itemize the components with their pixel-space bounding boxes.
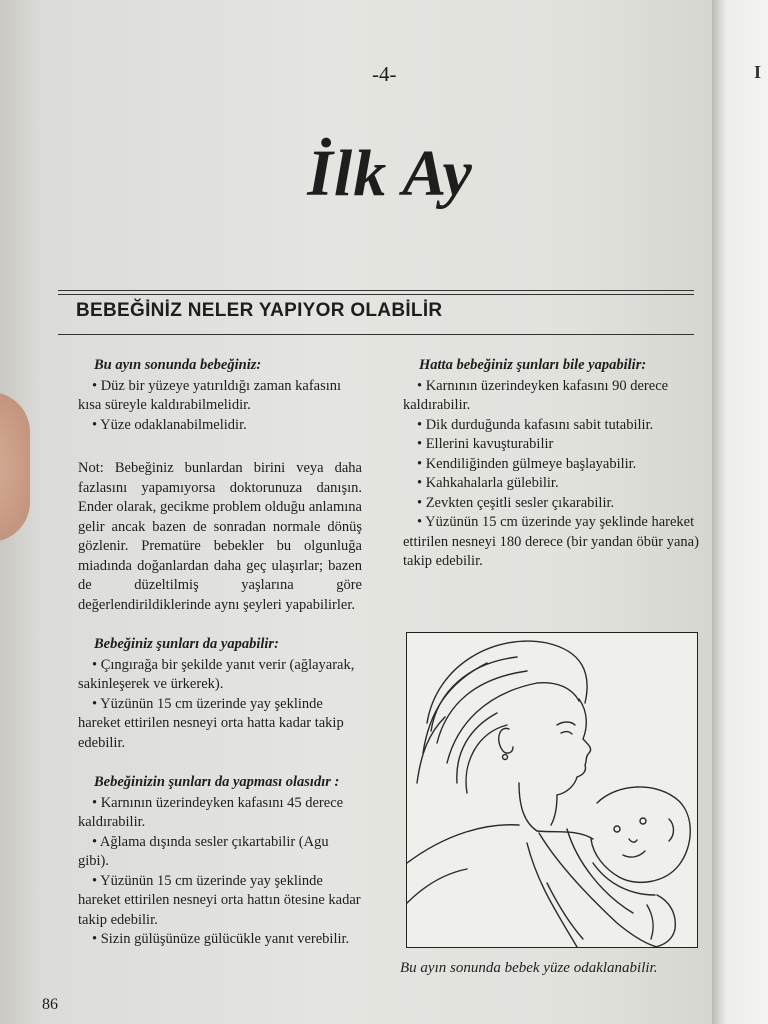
next-page-edge [712, 0, 768, 1024]
section-heading: BEBEĞİNİZ NELER YAPIYOR OLABİLİR [76, 300, 443, 321]
subhead: Hatta bebeğiniz şunları bile yapabilir: [419, 357, 647, 373]
list-item: • Karnının üzerindeyken kafasını 90 derece kaldırabilir. [403, 377, 669, 413]
subhead: Bebeğiniz şunları da yapabilir: [94, 636, 279, 652]
page-folio: 86 [42, 996, 58, 1013]
thumb [0, 392, 30, 542]
mother-holding-baby-drawing [406, 632, 698, 948]
top-rule-inner [58, 294, 694, 295]
heading-rule [58, 334, 694, 335]
list-item: • Yüzünün 15 cm üzerinde yay şeklinde hareket ettirilen nesneyi 180 derece (bir yandan öbür yana) takip edebilir. [403, 514, 699, 569]
list-item: • Düz bir yüzeye yatırıldığı zaman kafasını kısa süreyle kaldırabilmelidir. [78, 377, 342, 413]
illustration-svg [407, 633, 697, 947]
list-item: • Çıngırağa bir şekilde yanıt verir (ağlayarak, sakinleşerek ve ürkerek). [78, 656, 355, 692]
top-rule [58, 290, 694, 291]
list-item: • Yüzünün 15 cm üzerinde yay şeklinde hareket ettirilen nesneyi orta hattın ötesine kadar takip edebilir. [78, 872, 361, 928]
list-item: • Dik durduğunda kafasını sabit tutabilir. [417, 416, 654, 433]
left-column [78, 356, 362, 950]
illustration-caption: Bu ayın sonunda bebek yüze odaklanabilir. [400, 960, 658, 976]
list-item: • Yüze odaklanabilmelidir. [92, 416, 247, 433]
list-item: • Yüzünün 15 cm üzerinde yay şeklinde hareket ettirilen nesneyi orta hatta kadar takip edebilir. [78, 695, 344, 751]
list-item: • Sizin gülüşünüze gülücükle yanıt verebilir. [92, 931, 350, 947]
list-item: • Kendiliğinden gülmeye başlayabilir. [417, 455, 637, 472]
list-item: • Karnının üzerindeyken kafasını 45 derece kaldırabilir. [78, 794, 344, 830]
list-item: • Zevkten çeşitli sesler çıkarabilir. [417, 494, 615, 511]
chapter-number: -4- [372, 62, 397, 86]
subhead: Bu ayın sonunda bebeğiniz: [94, 357, 262, 373]
list-item: • Ellerini kavuşturabilir [417, 436, 554, 452]
next-page-fragment: I [754, 62, 762, 82]
list-item: • Kahkahalarla gülebilir. [417, 475, 559, 491]
subhead: Bebeğinizin şunları da yapması olasıdır : [94, 774, 340, 790]
right-column [403, 356, 705, 572]
list-item: • Ağlama dışında sesler çıkartabilir (Agu gibi). [78, 833, 329, 869]
chapter-title: İlk Ay [307, 137, 473, 210]
note-paragraph: Not: Bebeğiniz bunlardan birini veya daha fazlasını yapamıyorsa doktorunuza danışın. Ender olarak, gecikme problem olduğu anlamına gelir ancak bazen de sonradan normale dönüş gözlenir. Prematüre bebekler bu olgunluğa miadında doğanlardan daha geç ulaşırlar; bazen de düzeltilmiş yaşlarına göre değerlendirildiklerinde aynı şeyleri yapabilirler. [78, 460, 362, 613]
